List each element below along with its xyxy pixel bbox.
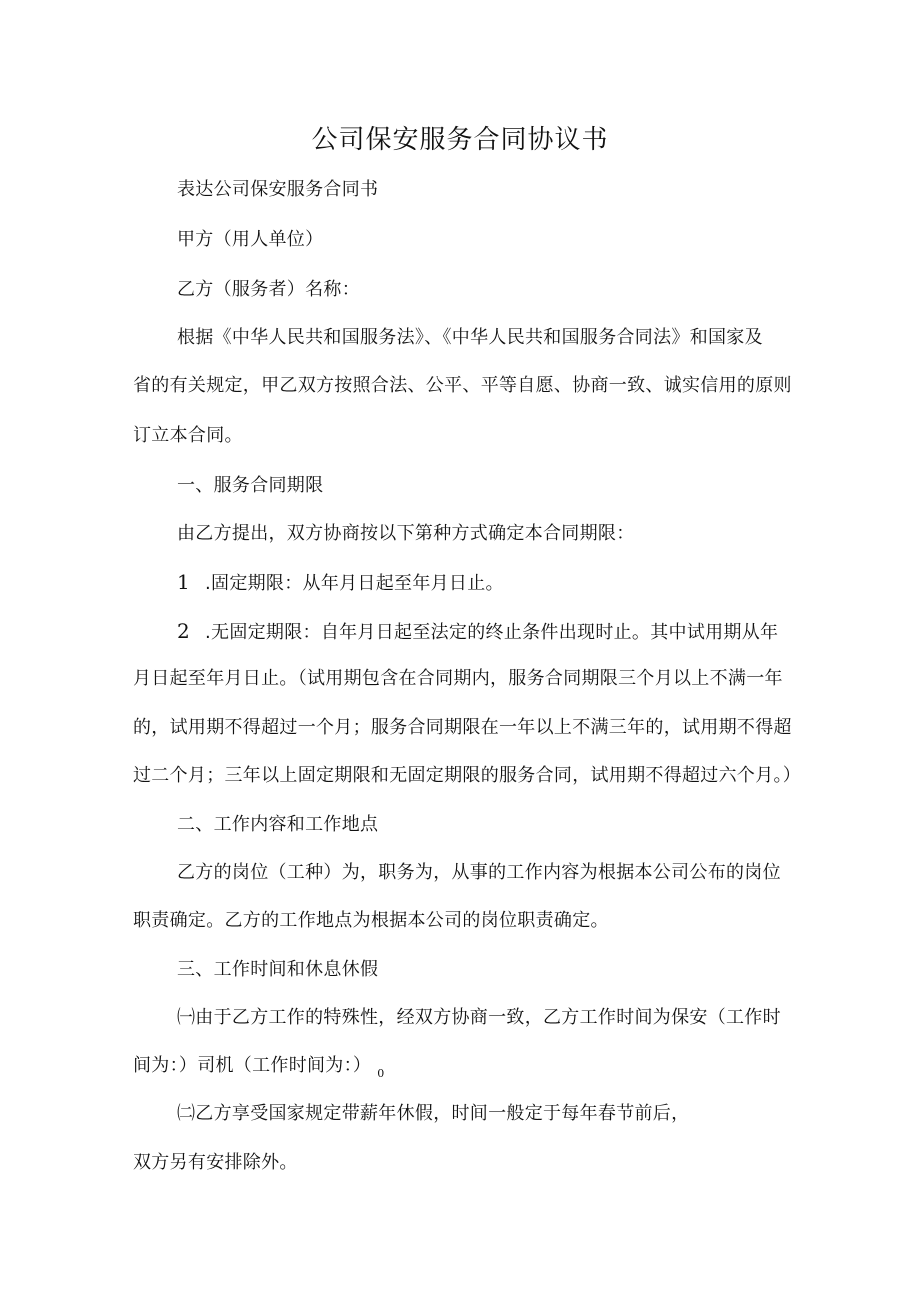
term-item-2 xyxy=(177,619,778,645)
section-2-line-1: 乙方的岗位（工种）为，职务为，从事的工作内容为根据本公司公布的岗位 xyxy=(177,862,781,883)
subtitle-line: 表达公司保安服务合同书 xyxy=(177,179,379,200)
stray-zero-mark: 0 xyxy=(377,1067,385,1080)
item-number-1: 1 xyxy=(177,570,191,594)
document-title: 公司保安服务合同协议书 xyxy=(311,125,609,155)
term-item-1 xyxy=(177,570,504,596)
section-1-intro: 由乙方提出，双方协商按以下第种方式确定本合同期限： xyxy=(177,523,635,544)
preamble-line-3: 订立本合同。 xyxy=(133,425,243,446)
section-3-clause-1-line-2 xyxy=(133,1054,385,1086)
section-3-clause-1-line-2-text: 间为：）司机（工作时间为：） xyxy=(133,1055,372,1076)
term-item-2-text: .无固定期限：自年月日起至法定的终止条件出现时止。其中试用期从年 xyxy=(205,622,779,643)
term-item-2-line-2: 月日起至年月日止。（试用期包含在合同期内，服务合同期限三个月以上不满一年 xyxy=(133,668,783,689)
preamble-line-1: 根据《中华人民共和国服务法》、《中华人民共和国服务合同法》和国家及 xyxy=(177,327,763,348)
section-2-line-2: 职责确定。乙方的工作地点为根据本公司的岗位职责确定。 xyxy=(133,910,609,931)
preamble-line-2: 省的有关规定，甲乙双方按照合法、公平、平等自愿、协商一致、诚实信用的原则 xyxy=(133,375,792,396)
section-3-heading: 三、工作时间和休息休假 xyxy=(177,959,379,980)
section-3-clause-2: ㈡乙方享受国家规定带薪年休假，时间一般定于每年春节前后， xyxy=(177,1103,690,1124)
term-item-1-text: .固定期限：从年月日起至年月日止。 xyxy=(205,573,504,594)
party-b-line: 乙方（服务者）名称： xyxy=(177,279,360,300)
section-1-heading: 一、服务合同期限 xyxy=(177,475,324,496)
section-3-clause-1: ㈠由于乙方工作的特殊性，经双方协商一致，乙方工作时间为保安（工作时 xyxy=(177,1007,781,1028)
party-a-line: 甲方（用人单位） xyxy=(177,229,324,250)
term-item-2-line-4: 过二个月；三年以上固定期限和无固定期限的服务合同，试用期不得超过六个月。） xyxy=(133,765,802,786)
item-number-2: 2 xyxy=(177,619,191,643)
term-item-2-line-3: 的，试用期不得超过一个月；服务合同期限在一年以上不满三年的，试用期不得超 xyxy=(133,717,792,738)
section-2-heading: 二、工作内容和工作地点 xyxy=(177,814,379,835)
section-3-clause-2-line-2: 双方另有安排除外。 xyxy=(133,1152,298,1173)
